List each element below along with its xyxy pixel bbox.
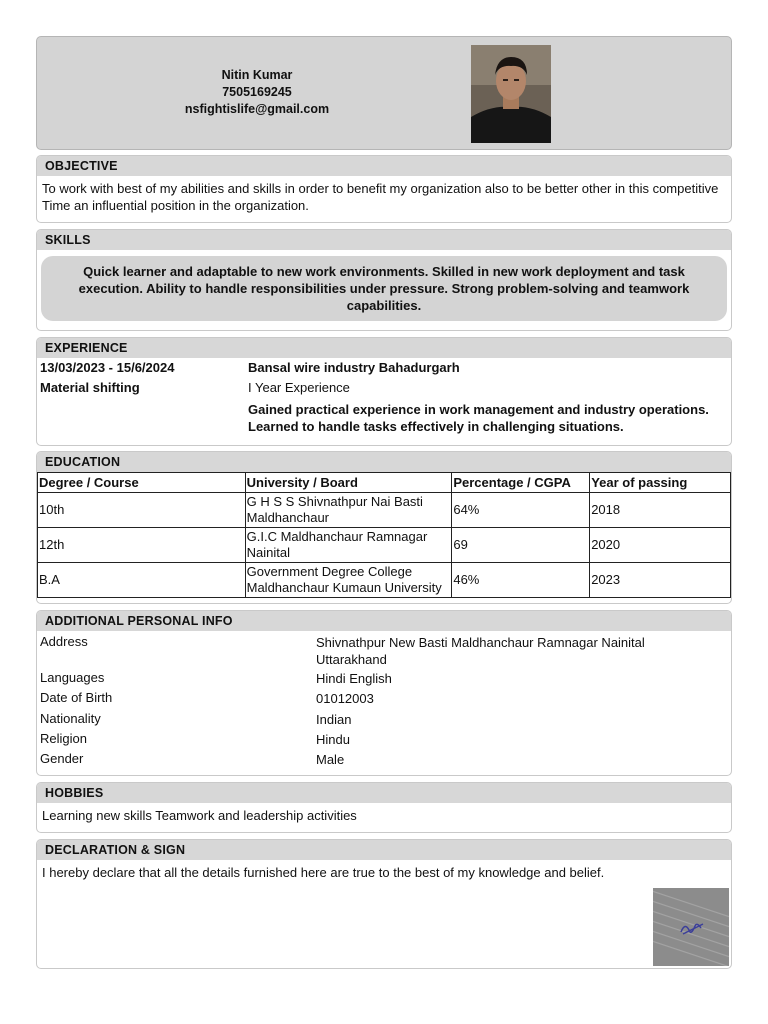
table-cell: Government Degree College Maldhanchaur Kumaun University: [245, 563, 452, 598]
info-label: Nationality: [40, 711, 101, 726]
education-section: [36, 451, 732, 604]
objective-section: [36, 155, 732, 223]
experience-dates: 13/03/2023 - 15/6/2024: [40, 360, 175, 375]
experience-heading: EXPERIENCE: [37, 338, 731, 358]
signature-image: [653, 888, 729, 966]
info-label: Religion: [40, 731, 87, 746]
hobbies-heading: HOBBIES: [37, 783, 731, 803]
info-label: Gender: [40, 751, 84, 766]
declaration-heading: DECLARATION & SIGN: [37, 840, 731, 860]
personal-info-section: [36, 610, 732, 776]
education-table: [37, 472, 731, 598]
experience-row: [37, 360, 731, 380]
phone-number: 7505169245: [222, 85, 292, 99]
info-value: Hindi English: [316, 671, 392, 686]
info-label: Languages: [40, 670, 105, 685]
education-heading: EDUCATION: [37, 452, 731, 472]
profile-photo: [471, 45, 551, 143]
table-cell: 2020: [590, 528, 731, 563]
skills-summary: Quick learner and adaptable to new work environments. Skilled in new work deployment and task execution. Ability to handle responsibilities under pressure. Strong problem-solving and teamwork capabilities.: [41, 256, 727, 321]
column-header: University / Board: [245, 473, 452, 493]
info-label: Address: [40, 634, 88, 649]
info-row: [37, 670, 731, 690]
table-cell: B.A: [38, 563, 246, 598]
skills-section: [36, 229, 732, 331]
info-row: [37, 731, 731, 751]
column-header: Percentage / CGPA: [452, 473, 590, 493]
objective-text: To work with best of my abilities and skills in order to benefit my organization also to be better other in this competitive Time an influential position in the organization.: [42, 181, 719, 213]
declaration-section: [36, 839, 732, 969]
table-cell: 12th: [38, 528, 246, 563]
experience-section: [36, 337, 732, 446]
experience-duration: I Year Experience: [248, 380, 350, 395]
info-value: Shivnathpur New Basti Maldhanchaur Ramnagar Nainital Uttarakhand: [316, 635, 645, 667]
experience-description: Gained practical experience in work management and industry operations. Learned to handle tasks effectively in challenging situations.: [248, 402, 709, 434]
table-row: [38, 563, 731, 598]
experience-role: Material shifting: [40, 380, 140, 395]
table-row: [38, 493, 731, 528]
table-cell: 10th: [38, 493, 246, 528]
hobbies-section: [36, 782, 732, 833]
table-cell: 2023: [590, 563, 731, 598]
skills-heading: SKILLS: [37, 230, 731, 250]
info-row: [37, 751, 731, 771]
email-address: nsfightislife@gmail.com: [184, 102, 330, 116]
info-row: [37, 634, 731, 670]
info-value: Indian: [316, 712, 352, 727]
column-header: Degree / Course: [38, 473, 246, 493]
resume-header: [36, 36, 732, 150]
contact-block: [137, 67, 377, 118]
table-row: [38, 528, 731, 563]
info-label: Date of Birth: [40, 690, 113, 705]
candidate-name: Nitin Kumar: [221, 68, 293, 82]
info-value: Male: [316, 752, 345, 767]
table-header-row: [38, 473, 731, 493]
hobbies-text: Learning new skills Teamwork and leadership activities: [42, 808, 357, 823]
column-header: Year of passing: [590, 473, 731, 493]
table-cell: G.I.C Maldhanchaur Ramnagar Nainital: [245, 528, 452, 563]
experience-row: [37, 380, 731, 400]
experience-company: Bansal wire industry Bahadurgarh: [248, 360, 460, 375]
declaration-text: I hereby declare that all the details furnished here are true to the best of my knowledge and belief.: [42, 865, 605, 880]
table-cell: 2018: [590, 493, 731, 528]
info-value: Hindu: [316, 732, 350, 747]
info-row: [37, 690, 731, 711]
info-value: 01012003: [316, 691, 374, 706]
personal-info-heading: ADDITIONAL PERSONAL INFO: [37, 611, 731, 631]
table-cell: 46%: [452, 563, 590, 598]
table-cell: 69: [452, 528, 590, 563]
table-cell: G H S S Shivnathpur Nai Basti Maldhanchaur: [245, 493, 452, 528]
info-row: [37, 711, 731, 731]
objective-heading: OBJECTIVE: [37, 156, 731, 176]
table-cell: 64%: [452, 493, 590, 528]
